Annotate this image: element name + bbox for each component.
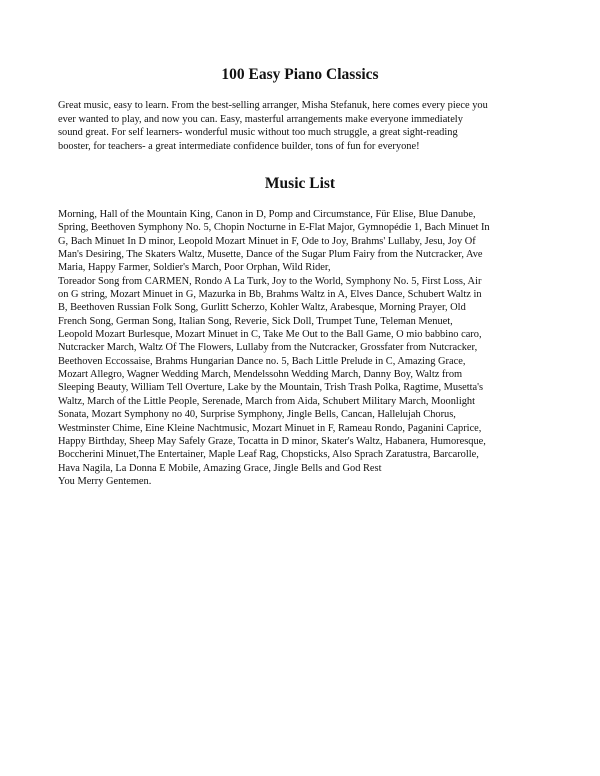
document-title: 100 Easy Piano Classics [221,66,379,83]
music-list-paragraph: Morning, Hall of the Mountain King, Canon in D, Pomp and Circumstance, Für Elise, Blue Danube, Spring, Beethoven Symphony No. 5, Chopin Nocturne in E-Flat Major, Gymnopédie 1, Bach Minuet In G, Bach Minuet In D minor, Leopold Mozart Minuet in F, Ode to Joy, Brahms' Lullaby, Jesu, Joy Of Man's Desiring, The Skaters Waltz, Musette, Dance of the Sugar Plum Fairy from the Nutcracker, Ave Maria, Happy Farmer, Soldier's March, Poor Orphan, Wild Rider, Toreador Song from CARMEN, Rondo A La Turk, Joy to the World, Symphony No. 5, First Loss, Air on G string, Mozart Minuet in G, Mazurka in Bb, Brahms Waltz in A, Elves Dance, Schubert Waltz in B, Beethoven Russian Folk Song, Gurlitt Scherzo, Kohler Waltz, Arabesque, Morning Prayer, Old French Song, German Song, Italian Song, Reverie, Sick Doll, Trumpet Tune, Teleman Menuet, Leopold Mozart Burlesque, Mozart Minuet in C, Take Me Out to the Ball Game, O mio babbino caro, Nutcracker March, Waltz Of The Flowers, Lullaby from the Nutcracker, Grossfater from Nutcracker, Beethoven Eccossaise, Brahms Hungarian Dance no. 5, Bach Little Prelude in C, Amazing Grace, Mozart Allegro, Wagner Wedding March, Mendelssohn Wedding March, Danny Boy, Waltz from Sleeping Beauty, William Tell Overture, Lake by the Mountain, Trish Trash Polka, Ragtime, Musetta's Waltz, March of the Little People, Serenade, March from Aida, Schubert Military March, Moonlight Sonata, Mozart Symphony no 40, Surprise Symphony, Jingle Bells, Cancan, Hallelujah Chorus, Westminster Chime, Eine Kleine Nachtmusic, Mozart Minuet in F, Rameau Rondo, Paganini Caprice, Happy Birthday, Sheep May Safely Graze, Tocatta in D minor, Skater's Waltz, Habanera, Humoresque, Boccherini Minuet,The Entertainer, Maple Leaf Rag, Chopsticks, Also Sprach Zaratustra, Barcarolle, Hava Nagila, La Donna E Mobile, Amazing Grace, Jingle Bells and God Rest You Merry Gentemen. [58,209,490,487]
music-list-heading: Music List [264,175,336,192]
intro-paragraph: Great music, easy to learn. From the best-selling arranger, Misha Stefanuk, here comes every piece you ever wanted to play, and now you can. Easy, masterful arrangements make everyone immediately sound great. For self learners- wonderful music without too much struggle, a great sight-reading booster, for teachers- a great intermediate confidence builder, tons of fun for everyone! [58,100,488,152]
